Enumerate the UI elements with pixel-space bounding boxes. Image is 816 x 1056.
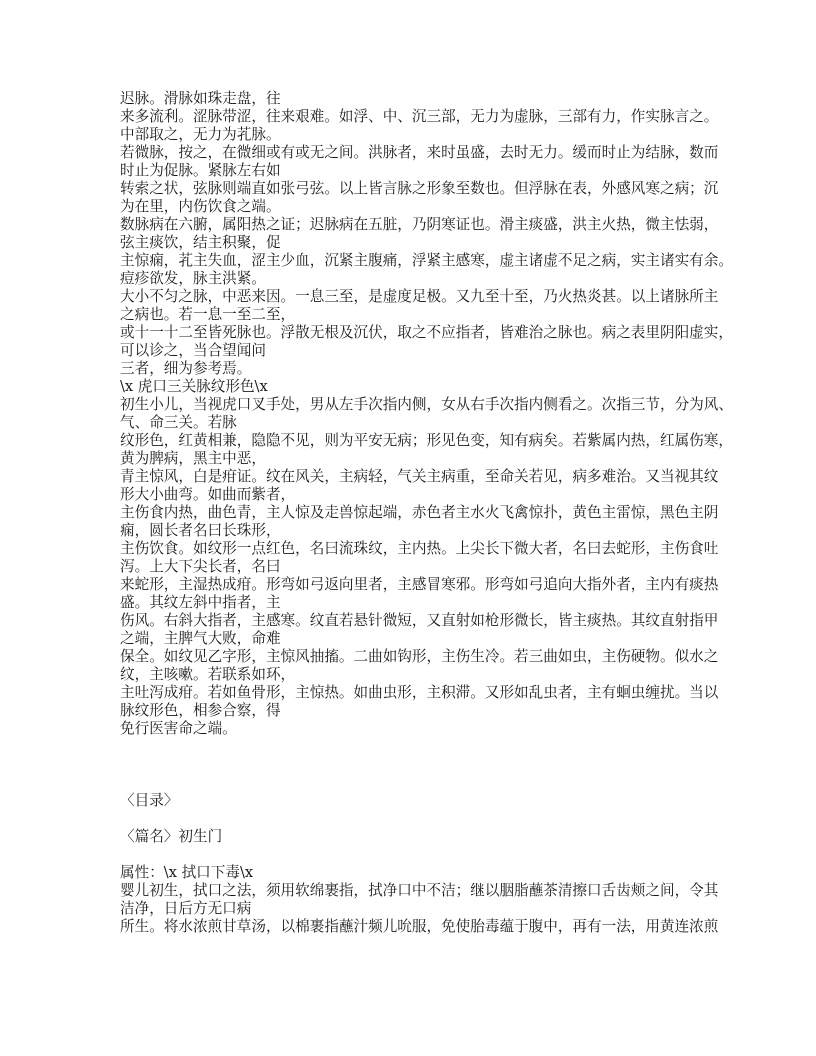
- text-line: 主吐泻成疳。若如鱼骨形，主惊热。如曲虫形，主积滞。又形如乱虫者，主有蛔虫缠扰。当以: [120, 684, 719, 701]
- text-line: 所生。将水浓煎甘草汤，以棉裹指蘸汁频儿吮服，免使胎毒蕴于腹中，再有一法，用黄连浓煎: [120, 918, 719, 935]
- document-page: [120, 90, 733, 936]
- text-line: 主惊痫，芤主失血，涩主少血，沉紧主腹痛，浮紧主感寒，虚主诸虚不足之病，实主诸实有余。: [120, 252, 733, 269]
- text-line: 可以诊之，当合望闻问: [120, 342, 266, 359]
- text-line: 来多流利。涩脉带涩，往来艰难。如浮、中、沉三部，无力为虚脉，三部有力，作实脉言之。: [120, 108, 719, 125]
- text-line: 时止为促脉。紧脉左右如: [120, 162, 281, 179]
- text-line: 伤风。右斜大指者，主感寒。纹直若悬针微短，又直射如枪形微长，皆主痰热。其纹直射指甲: [120, 612, 719, 629]
- text-line: 为在里，内伤饮食之端。: [120, 198, 281, 215]
- pulse-section: [120, 90, 733, 738]
- text-line: 之病也。若一息一至二至，: [120, 306, 296, 323]
- text-line: 盛。其纹左斜中指者，主: [120, 594, 281, 611]
- newborn-section: [120, 864, 719, 936]
- text-line: 数脉病在六腑，属阳热之证；迟脉病在五脏，乃阴寒证也。滑主痰盛，洪主火热，微主怯弱，: [120, 216, 719, 233]
- text-line: 主伤饮食。如纹形一点红色，名曰流珠纹，主内热。上尖长下微大者，名曰去蛇形，主伤食吐: [120, 540, 719, 557]
- text-line: 脉纹形色，相参合察，得: [120, 702, 281, 719]
- toc-label: 〈目录〉: [120, 792, 179, 809]
- text-line: 黄为脾病，黑主中恶，: [120, 450, 266, 467]
- text-line: 痫，圆长者名曰长珠形，: [120, 522, 281, 539]
- text-line: 迟脉。滑脉如珠走盘，往: [120, 90, 281, 107]
- text-line: 洁净，日后方无口病: [120, 900, 252, 917]
- text-line: \x 虎口三关脉纹形色\x: [120, 378, 268, 395]
- text-line: 来蛇形，主湿热成疳。形弯如弓返向里者，主感冒寒邪。形弯如弓追向大指外者，主内有痰热: [120, 576, 719, 593]
- text-line: 主伤食内热，曲色青，主人惊及走兽惊起端，赤色者主水火飞禽惊扑，黄色主雷惊，黑色主阴: [120, 504, 719, 521]
- text-line: 婴儿初生，拭口之法，须用软绵裹指，拭净口中不洁；继以胭脂蘸茶清擦口舌齿颊之间，令其: [120, 882, 719, 899]
- spacer: [120, 810, 700, 828]
- text-line: 气、命三关。若脉: [120, 414, 237, 431]
- text-line: 或十一十二至皆死脉也。浮散无根及沉伏，取之不应指者，皆难治之脉也。病之表里阴阳虚实，: [120, 324, 733, 341]
- text-line: 之端，主脾气大败，命难: [120, 630, 281, 647]
- text-line: 痘疹欲发，脉主洪紧。: [120, 270, 266, 287]
- spacer: [120, 846, 700, 864]
- text-line: 三者，细为参考焉。: [120, 360, 252, 377]
- text-line: 免行医害命之端。: [120, 720, 237, 737]
- text-line: 中部取之，无力为芤脉。: [120, 126, 281, 143]
- text-line: 保全。如纹见乙字形，主惊风抽搐。二曲如钩形，主伤生冷。若三曲如虫，主伤硬物。似水之: [120, 648, 719, 665]
- text-line: 若微脉，按之，在微细或有或无之间。洪脉者，来时虽盛，去时无力。缓而时止为结脉，数而: [120, 144, 719, 161]
- text-line: 泻。上大下尖长者，名曰: [120, 558, 281, 575]
- text-line: 转索之状，弦脉则端直如张弓弦。以上皆言脉之形象至数也。但浮脉在表，外感风寒之病；沉: [120, 180, 719, 197]
- text-line: 青主惊风，白是疳证。纹在风关，主病轻，气关主病重，至命关若见，病多难治。又当视其纹: [120, 468, 719, 485]
- text-line: 纹形色，红黄相兼，隐隐不见，则为平安无病；形见色变，知有病矣。若紫属内热，红属伤寒，: [120, 432, 733, 449]
- chapter-title: 〈篇名〉初生门: [120, 828, 223, 845]
- text-line: 大小不匀之脉，中恶来因。一息三至，是虚度足极。又九至十至，乃火热炎甚。以上诸脉所主: [120, 288, 719, 305]
- text-line: 初生小儿，当视虎口叉手处，男从左手次指内侧，女从右手次指内侧看之。次指三节，分为风、: [120, 396, 733, 413]
- spacer: [120, 738, 700, 792]
- text-line: 弦主痰饮，结主积聚，促: [120, 234, 281, 251]
- text-line: 属性：\x 拭口下毒\x: [120, 864, 254, 881]
- text-line: 纹，主咳嗽。若联系如环，: [120, 666, 296, 683]
- text-line: 形大小曲弯。如曲而紫者，: [120, 486, 296, 503]
